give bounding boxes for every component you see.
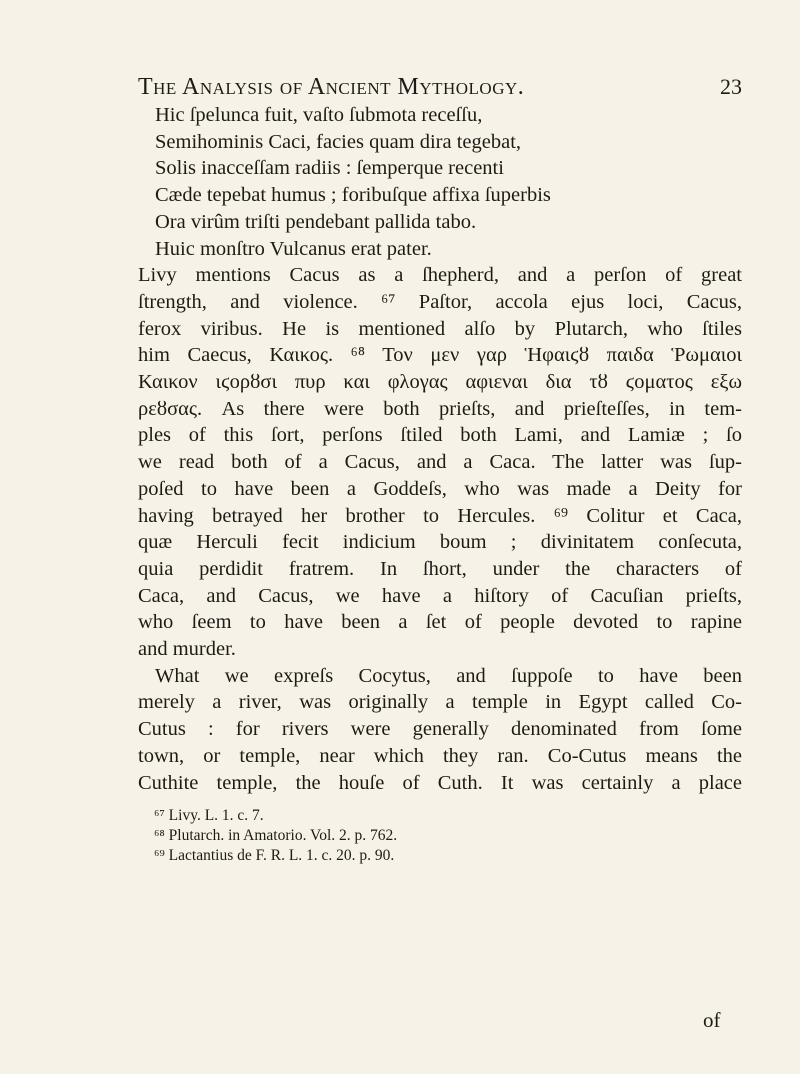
paragraph-cacus bbox=[138, 262, 742, 663]
verse-line: Solis inacceſſam radiis : ſemperque recenti bbox=[155, 157, 504, 180]
text-line: having betrayed her brother to Hercules. ⁶⁹ Colitur et Caca, bbox=[138, 504, 742, 527]
text-line: quia perdidit fratrem. In ſhort, under the characters of bbox=[138, 557, 742, 580]
footnote: ⁶⁷ Livy. L. 1. c. 7. bbox=[154, 807, 264, 825]
footnotes bbox=[138, 806, 742, 866]
text-line: Cuthite temple, the houſe of Cuth. It was certainly a place bbox=[138, 771, 742, 794]
verse-line: Hic ſpelunca fuit, vaſto ſubmota receſſu, bbox=[155, 104, 483, 126]
verse-line: Ora virûm triſti pendebant pallida tabo. bbox=[155, 210, 477, 233]
text-line: who ſeem to have been a ſet of people devoted to rapine bbox=[138, 611, 742, 634]
footnote: ⁶⁸ Plutarch. in Amatorio. Vol. 2. p. 762. bbox=[154, 827, 398, 845]
text-line: ſtrength, and violence. ⁶⁷ Paſtor, accola ejus loci, Cacus, bbox=[138, 290, 742, 313]
text-line: merely a river, was originally a temple in Egypt called Co- bbox=[138, 691, 742, 714]
text-line: poſed to have been a Goddeſs, who was made a Deity for bbox=[138, 477, 742, 500]
verse-line: Huic monſtro Vulcanus erat pater. bbox=[155, 237, 432, 260]
text-line: him Caecus, Καικος. ⁶⁸ Τον μεν γαρ Ἡφαιϛȣ παιδα Ῥωμαιοι bbox=[138, 344, 742, 367]
text-line: we read both of a Cacus, and a Caca. The latter was ſup- bbox=[138, 451, 742, 474]
running-header bbox=[138, 74, 742, 101]
text-line: ples of this ſort, perſons ſtiled both Lami, and Lamiæ ; ſo bbox=[138, 424, 742, 447]
paragraph-cocytus bbox=[138, 663, 742, 797]
page-number: 23 bbox=[720, 74, 742, 99]
verse-quotation bbox=[138, 102, 742, 262]
text-line: Cutus : for rivers were generally denominated from ſome bbox=[138, 718, 742, 741]
running-title: The Analysis of Ancient Mythology. bbox=[138, 74, 525, 100]
footnote: ⁶⁹ Lactantius de F. R. L. 1. c. 20. p. 90. bbox=[154, 847, 395, 865]
text-line: ferox viribus. He is mentioned alſo by Plutarch, who ſtiles bbox=[138, 317, 742, 340]
text-line: and murder. bbox=[138, 638, 236, 661]
text-line: Caca, and Cacus, we have a hiſtory of Cacuſian prieſts, bbox=[138, 584, 742, 607]
text-line: town, or temple, near which they ran. Co-Cutus means the bbox=[138, 744, 742, 767]
text-line: Καικον ιϛορȣσι πυρ και φλογας αφιεναι δια τȣ ϛοματος εξω bbox=[138, 371, 742, 394]
text-line: What we expreſs Cocytus, and ſuppoſe to have been bbox=[155, 664, 742, 687]
verse-line: Cæde tepebat humus ; foribuſque affixa ſuperbis bbox=[155, 184, 551, 207]
text-line: quæ Herculi fecit indicium boum ; divinitatem conſecuta, bbox=[138, 531, 742, 554]
text-line: Livy mentions Cacus as a ſhepherd, and a perſon of great bbox=[138, 264, 742, 287]
catchword: of bbox=[703, 1008, 721, 1032]
body-text bbox=[138, 102, 742, 866]
verse-line: Semihominis Caci, facies quam dira tegebat, bbox=[155, 130, 522, 153]
text-line: ρεȣσας. As there were both prieſts, and prieſteſſes, in tem- bbox=[138, 397, 742, 420]
